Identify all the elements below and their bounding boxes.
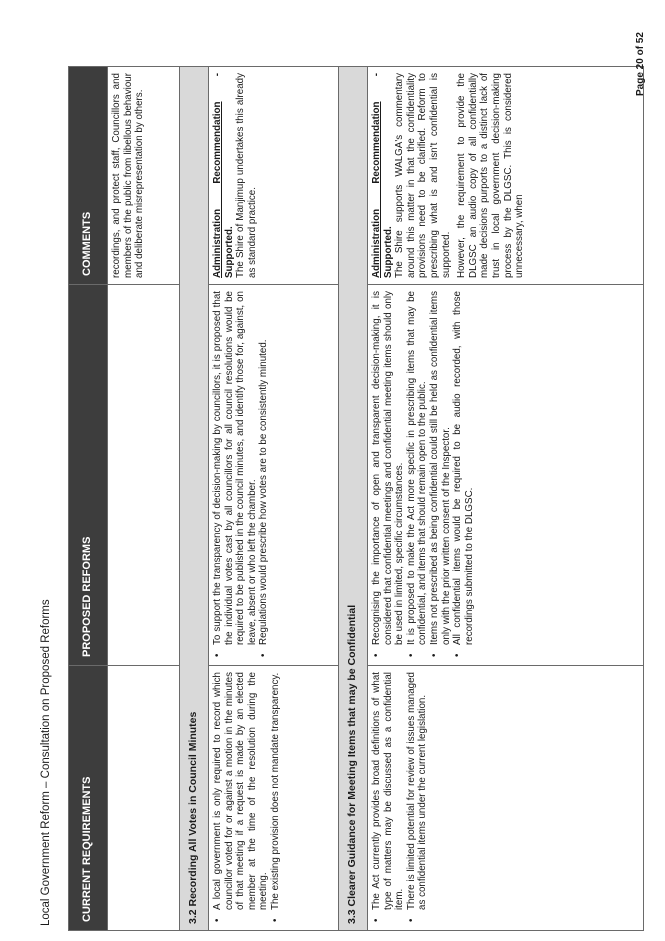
table-row (209, 67, 339, 931)
list-item: • Recognising the importance of open and transparent decision-making, it is considered that confidential meetings and confidential meeting items should only be used in limited, specific circumstances. (371, 291, 406, 645)
section-heading-row (339, 67, 368, 931)
document-title: Local Government Reform – Consultation on Proposed Reforms (40, 599, 52, 926)
section-heading: 3.2 Recording All Votes in Council Minutes (180, 67, 209, 931)
column-header-proposed: PROPOSED REFORMS (69, 285, 108, 666)
comment-paragraph: recordings, and protect staff, Councillors and members of the public from libellous behaviour and deliberate misrepresentation by others. (111, 73, 146, 278)
reforms-table (68, 66, 644, 931)
cell-comments (209, 67, 339, 285)
recommendation-verdict: - Supported. (212, 73, 235, 278)
section-heading-row (180, 67, 209, 931)
cell-proposed (368, 285, 644, 666)
list-item: • A local government is only required to record which councillor voted for or against a motion in the minutes of that meeting if a request is made by an elected member at the time of the resolution during the meeting. (212, 672, 270, 910)
table-row-continuation (108, 67, 180, 931)
list-item: • There is limited potential for review of issues managed as confidential items under the current legislation. (406, 672, 429, 910)
cell-current (368, 666, 644, 931)
list-item: • The existing provision does not mandate transparency. (270, 672, 282, 910)
recommendation-heading: Administration Recommendation (371, 101, 382, 278)
recommendation-verdict: - Supported. (371, 73, 394, 278)
column-header-current: CURRENT REQUIREMENTS (69, 666, 108, 931)
list-item: • It is proposed to make the Act more specific in prescribing items that may be confidential, and items that should remain open to the public. (406, 291, 429, 645)
comment-paragraph: The Shire supports WALGA's commentary around this matter in that the confidentiality provisions need to be clarified. Reform to prescribing what is and isn't confidential is supported. (394, 73, 452, 278)
list-item: • Regulations would prescribe how votes are to be consistently minuted. (258, 291, 270, 645)
cell-comments (368, 67, 644, 285)
column-header-comments: COMMENTS (69, 67, 108, 285)
list-item: • Items not prescribed as being confidential could still be held as confidential items only with the prior written consent of the Inspector. (429, 291, 452, 645)
cell-current (108, 666, 180, 931)
table-row (368, 67, 644, 931)
cell-current (209, 666, 339, 931)
table-header-row (69, 67, 108, 931)
comment-paragraph: However, the requirement to provide the DLGSC an audio copy of all confidentially made decisions purports to a distinct lack of trust in local government decision-making process by the DLGSC. This is considered unnecessary, when (456, 73, 526, 278)
list-item: • All confidential items would be required to be audio recorded, with those recordings submitted to the DLGSC. (452, 291, 475, 645)
cell-comments (108, 67, 180, 285)
list-item: • The Act currently provides broad definitions of what type of matters may be discussed as a confidential item. (371, 672, 406, 910)
recommendation-heading: Administration Recommendation (212, 101, 223, 278)
section-heading: 3.3 Clearer Guidance for Meeting Items that may be Confidential (339, 67, 368, 931)
cell-proposed (108, 285, 180, 666)
page-number: Page 20 of 52 (635, 32, 646, 96)
list-item: • To support the transparency of decision-making by councillors, it is proposed that the individual votes cast by all councillors for all council resolutions would be required to be published in the council minutes, and identify those for, against, on leave, absent or who left the chamber. (212, 291, 258, 645)
cell-proposed (209, 285, 339, 666)
comment-paragraph: The Shire of Manjimup undertakes this already as standard practice. (235, 73, 258, 278)
